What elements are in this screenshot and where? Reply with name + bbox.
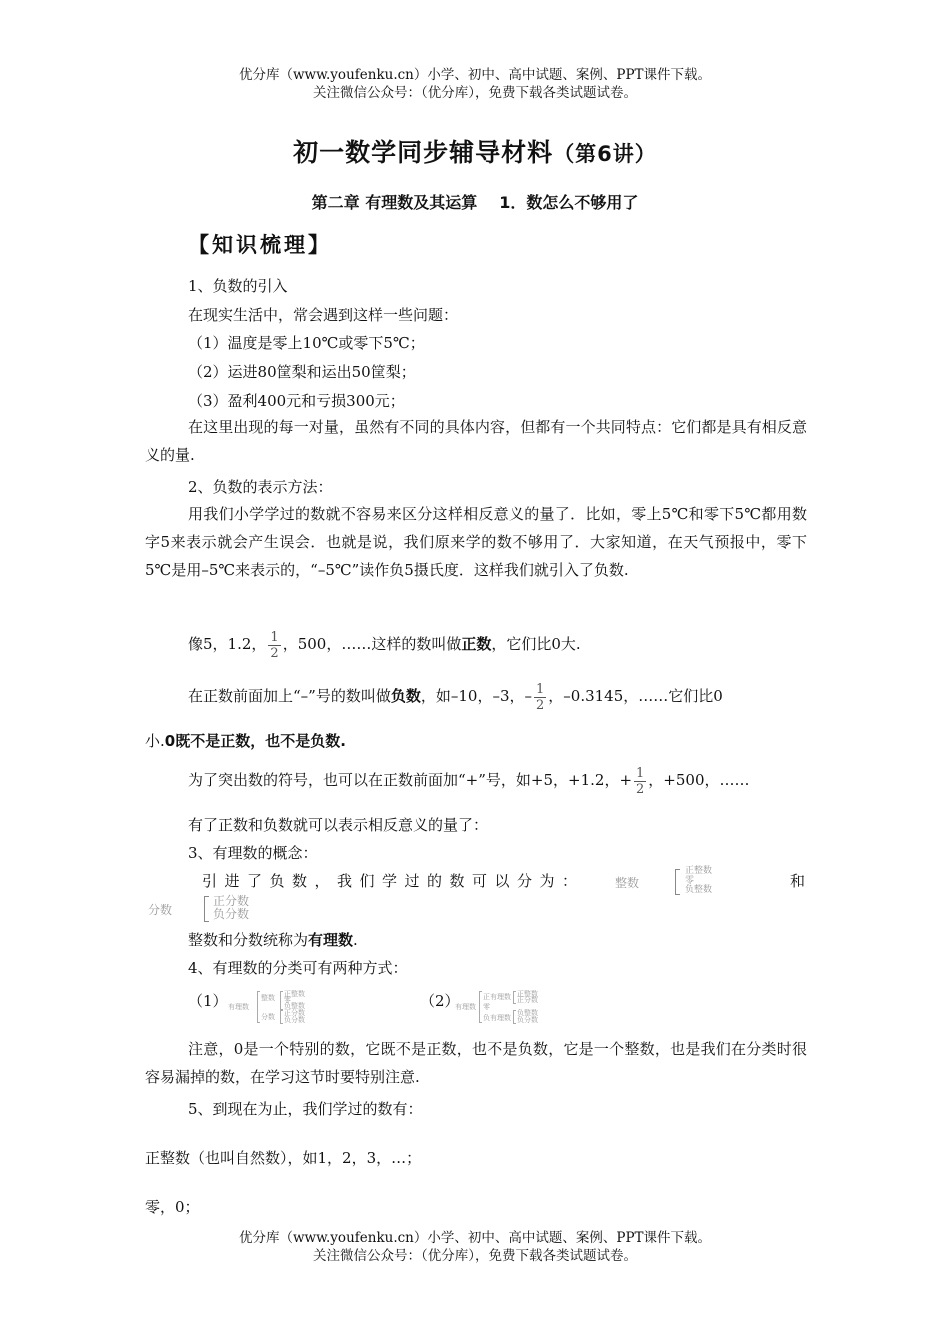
- page-title: [0, 133, 950, 169]
- s2-paragraph: 用我们小学学过的数就不容易来区分这样相反意义的量了．比如，零上5℃和零下5℃都用数字5来表示就会产生误会．也就是说，我们原来学的数不够用了．大家知道，在天气预报中，零下5℃是用–5℃来表示的，“–5℃”读作负5摄氏度．这样我们就引入了负数.: [145, 505, 807, 579]
- fraction-half: $\frac{1}{2}$: [636, 765, 645, 797]
- classification-tree-2: 有理数 正有理数 零 负有理数 正整数 正分数 负整数 负分数: [455, 990, 538, 1024]
- method-1-label: （1）: [188, 992, 228, 1010]
- s4-note: 注意，0是一个特别的数，它既不是正数，也不是负数，它是一个整数，也是我们在分类时很容易漏掉的数，在学习这节时要特别注意.: [145, 1040, 807, 1086]
- title-main: 初一数学同步辅导材料: [293, 138, 554, 167]
- fraction-half: $\frac{1}{2}$: [270, 629, 279, 661]
- s1-item-3: （3）盈利400元和亏损300元；: [188, 392, 405, 410]
- method-2-label: （2）: [420, 992, 460, 1010]
- s5-line-2: 零，0；: [145, 1198, 200, 1216]
- s1-item-1: （1）温度是零上10℃或零下5℃；: [188, 334, 425, 352]
- header-line-2: 关注微信公众号：（优分库），免费下载各类试题试卷。: [313, 85, 637, 101]
- classification-tree-1: 有理数 整数 分数 正整数 零 负整数 正分数 负分数: [228, 990, 305, 1024]
- fraction-label: 分数: [148, 903, 173, 917]
- s5-line-1: 正整数（也叫自然数），如1，2，3，…；: [145, 1149, 422, 1167]
- integer-item-3: 负整数: [685, 885, 713, 895]
- section-heading: 【知识梳理】: [188, 233, 332, 257]
- s1-paragraph: 在这里出现的每一对量，虽然有不同的具体内容，但都有一个共同特点：它们都是具有相反意义的量.: [145, 418, 807, 464]
- zero-note-bold: 0既不是正数，也不是负数.: [164, 732, 346, 750]
- s1-heading: 1、负数的引入: [188, 277, 288, 295]
- positive-definition: 像5，1.2， $\frac{1}{2}$ ，500，……这样的数叫做正数，它们比0大.: [188, 629, 581, 661]
- keyword-negative: 负数: [390, 687, 421, 705]
- title-sub: （第6讲）: [553, 142, 657, 166]
- keyword-rational: 有理数: [308, 931, 354, 949]
- s1-intro: 在现实生活中，常会遇到这样一些问题：: [188, 306, 459, 324]
- integer-label: 整数: [615, 876, 640, 890]
- s4-heading: 4、有理数的分类可有两种方式：: [188, 959, 408, 977]
- chapter-heading: [0, 190, 950, 213]
- s1-item-2: （2）运进80筐梨和运出50筐梨；: [188, 363, 416, 381]
- fraction-item-1: 正分数: [213, 894, 250, 908]
- and-word: 和: [790, 872, 806, 890]
- footer-line-2: 关注微信公众号：（优分库），免费下载各类试题试卷。: [313, 1248, 637, 1264]
- integer-item-2: 零: [685, 876, 695, 886]
- s5-heading: 5、到现在为止，我们学过的数有：: [188, 1100, 423, 1118]
- s3-heading: 3、有理数的概念：: [188, 844, 318, 862]
- negative-definition: 在正数前面加上“–”号的数叫做负数，如–10，–3，– $\frac{1}{2}$ ，–0.3145，……它们比0: [188, 681, 723, 713]
- fraction-item-2: 负分数: [213, 907, 250, 921]
- s2-heading: 2、负数的表示方法：: [188, 478, 333, 496]
- rational-definition: 整数和分数统称为有理数.: [188, 931, 358, 949]
- keyword-positive: 正数: [461, 635, 492, 653]
- s2-summary: 有了正数和负数就可以表示相反意义的量了：: [188, 816, 489, 834]
- chapter-right: 1．数怎么不够用了: [499, 193, 639, 212]
- integer-item-1: 正整数: [685, 866, 713, 876]
- zero-statement: 小.0既不是正数，也不是负数.: [145, 732, 346, 750]
- chapter-left: 第二章 有理数及其运算: [311, 193, 478, 212]
- footer-line-1: 优分库（www.youfenku.cn）小学、初中、高中试题、案例、PPT课件下载。: [238, 1230, 712, 1246]
- sign-example: 为了突出数的符号，也可以在正数前面加“+”号，如+5，+1.2，+ $\frac{1}{2}$ ，+500，……: [188, 765, 750, 797]
- fraction-half: $\frac{1}{2}$: [536, 681, 545, 713]
- header-line-1: 优分库（www.youfenku.cn）小学、初中、高中试题、案例、PPT课件下载。: [238, 67, 712, 83]
- s3-lead: 引进了负数，我们学过的数可以分为：: [202, 872, 585, 890]
